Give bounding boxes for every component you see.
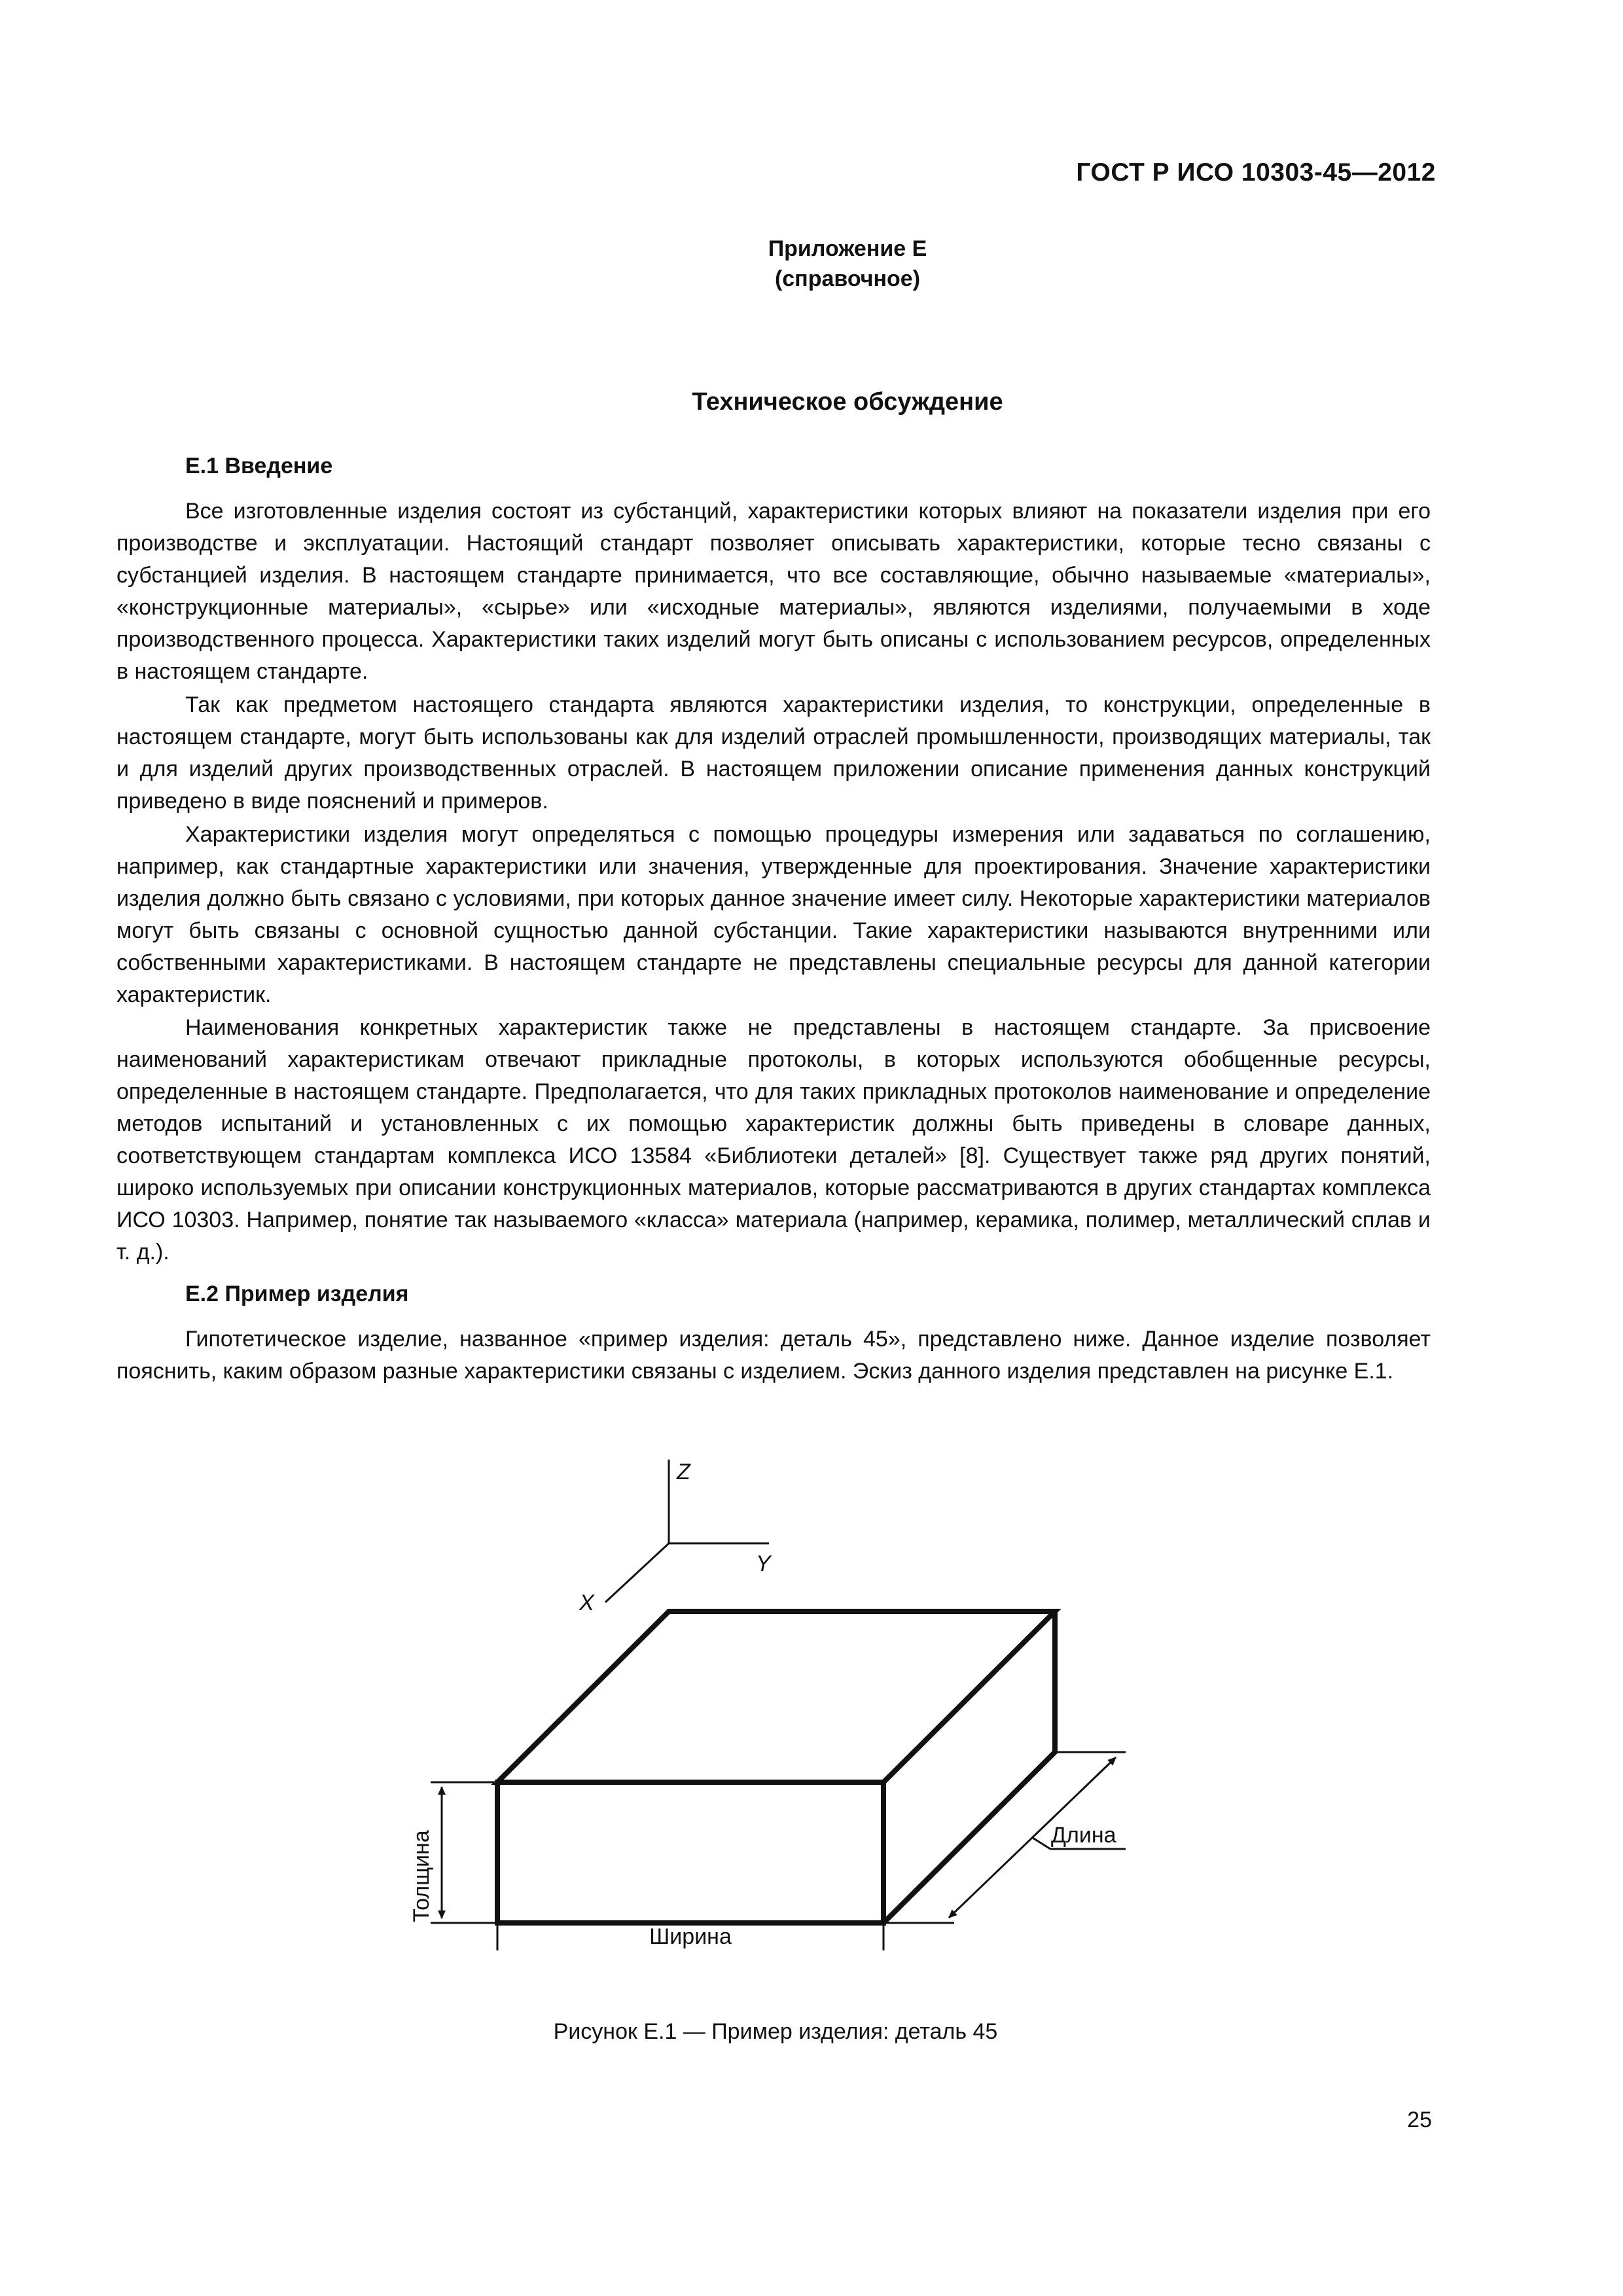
section-title: Техническое обсуждение (692, 388, 1003, 416)
figure-caption: Рисунок Е.1 — Пример изделия: деталь 45 (553, 2019, 998, 2044)
box-sketch (0, 1440, 1623, 1950)
paragraph: Все изготовленные изделия состоят из субстанций, характеристики которых влияют на показатели изделия при его производстве и эксплуатации. Настоящий стандарт позволяет описывать характеристики, которые тесно связаны с субстанцией изделия. В настоящем стандарте принимается, что все составляющие, обычно называемые «материалы», «конструкционные материалы», «сырье» или «исходные материалы», являются изделиями, получаемыми в ходе производственного процесса. Характеристики таких изделий могут быть описаны с использованием ресурсов, определенных в настоящем стандарте. (116, 499, 1431, 684)
axis-x-line (605, 1543, 669, 1602)
paragraph: Так как предметом настоящего стандарта являются характеристики изделия, то конструкции, определенные в настоящем стандарте, могут быть использованы как для изделий отраслей промышленности, производящих материалы, так и для изделий других производственных отраслей. В настоящем приложении описание применения данных конструкций приведено в виде пояснений и примеров. (116, 692, 1431, 814)
axis-x-label: X (579, 1590, 594, 1615)
document-code: ГОСТ Р ИСО 10303-45—2012 (1076, 158, 1436, 187)
figure-e1 (0, 1440, 1623, 1950)
subsection-heading-e1: Е.1 Введение (185, 454, 333, 478)
box-outline (497, 1611, 1055, 1923)
length-label: Длина (1051, 1823, 1116, 1848)
paragraph: Характеристики изделия могут определяться с помощью процедуры измерения или задаваться по соглашению, например, как стандартные характеристики или значения, утвержденные для проектирования. Значение характеристики изделия должно быть связано с условиями, при которых данное значение имеет силу. Некоторые характеристики материалов могут быть связаны с основной сущностью данной субстанции. Такие характеристики называются внутренними или собственными характеристиками. В настоящем стандарте не представлены специальные ресурсы для данной категории характеристик. (116, 822, 1431, 1007)
appendix-kind: (справочное) (774, 266, 921, 291)
appendix-heading (0, 234, 1623, 294)
axis-y-label: Y (756, 1551, 771, 1576)
thickness-label: Толщина (409, 1830, 434, 1922)
box-side-edges (883, 1611, 1055, 1923)
paragraph: Наименования конкретных характеристик также не представлены в настоящем стандарте. За присвоение наименований характеристикам отвечают прикладные протоколы, в которых используются обобщенные ресурсы, определенные в настоящем стандарте. Предполагается, что для таких прикладных протоколов наименование и определение методов испытаний и установленных с их помощью характеристик должны быть приведены в словаре данных, соответствующем стандартам комплекса ИСО 13584 «Библиотеки деталей» [8]. Существует также ряд других понятий, широко используемых при описании конструкционных материалов, которые рассматриваются в других стандартах комплекса ИСО 10303. Например, понятие так называемого «класса» материала (например, керамика, полимер, металлический сплав и т. д.). (116, 1015, 1431, 1265)
thickness-dimension (431, 1782, 497, 1923)
axis-z-label: Z (677, 1460, 690, 1484)
page-number: 25 (1407, 2108, 1432, 2132)
width-label: Ширина (649, 1924, 732, 1949)
paragraph: Гипотетическое изделие, названное «пример изделия: деталь 45», представлено ниже. Данное изделие позволяет пояснить, каким образом разные характеристики связаны с изделием. Эскиз данного изделия представлен на рисунке Е.1. (116, 1327, 1431, 1384)
box-front-face (497, 1782, 883, 1923)
box-top-face (497, 1611, 1055, 1782)
appendix-title: Приложение Е (768, 236, 927, 261)
subsection-heading-e2: Е.2 Пример изделия (185, 1282, 409, 1306)
